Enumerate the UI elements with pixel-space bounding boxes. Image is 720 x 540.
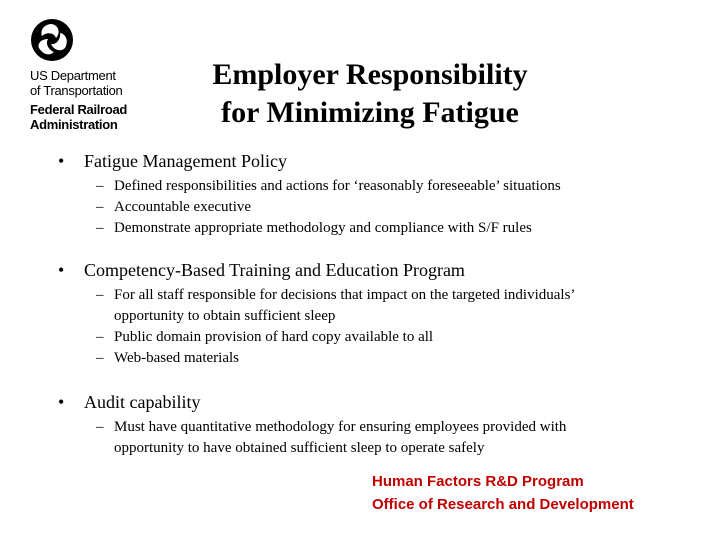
list-item — [96, 417, 636, 459]
section-fatigue-policy — [58, 150, 698, 239]
slide-title — [160, 56, 580, 132]
list-item — [96, 285, 616, 327]
dash-icon: – — [96, 350, 104, 366]
list-item-text: Defined responsibilities and actions for ‘reasonably foreseeable’ situations — [114, 178, 561, 194]
section-heading: Fatigue Management Policy — [84, 151, 287, 171]
bullet-icon: • — [58, 392, 65, 412]
dash-icon: – — [96, 329, 104, 345]
bullet-icon: • — [58, 151, 65, 171]
list-item — [96, 348, 616, 369]
dash-icon: – — [96, 220, 104, 236]
logo-agency-line1: Federal Railroad — [30, 102, 128, 117]
dot-fra-logo — [30, 18, 160, 132]
slide-content — [58, 150, 698, 459]
bullet-heading — [58, 150, 698, 172]
list-item-text: Accountable executive — [114, 199, 252, 215]
list-item-text: Web-based materials — [114, 350, 239, 366]
list-item-text: Public domain provision of hard copy available to all — [114, 329, 434, 345]
list-item — [96, 327, 616, 348]
title-line1: Employer Responsibility — [212, 58, 528, 91]
program-footer — [372, 470, 634, 516]
logo-dept-line1: US Department — [30, 68, 116, 83]
logo-dept-line2: of Transportation — [30, 83, 123, 98]
title-line2: for Minimizing Fatigue — [221, 96, 519, 129]
section-audit-capability — [58, 391, 698, 459]
bullet-heading — [58, 391, 698, 413]
dot-triskelion-icon — [30, 18, 74, 62]
bullet-icon: • — [58, 260, 65, 280]
list-item-text: For all staff responsible for decisions that impact on the targeted individuals’ opportunity to obtain sufficient sleep — [114, 287, 575, 324]
dash-icon: – — [96, 199, 104, 215]
section-heading: Audit capability — [84, 392, 201, 412]
dash-icon: – — [96, 419, 104, 435]
sub-list — [96, 285, 616, 369]
sub-list — [96, 176, 698, 239]
logo-agency-line2: Administration — [30, 117, 118, 132]
footer-line1: Human Factors R&D Program — [372, 473, 584, 490]
section-heading: Competency-Based Training and Education Program — [84, 260, 465, 280]
list-item-text: Must have quantitative methodology for ensuring employees provided with opportunity to have obtained sufficient sleep to operate safely — [114, 419, 567, 456]
list-item — [96, 176, 698, 197]
section-training-program — [58, 259, 698, 369]
bullet-heading — [58, 259, 698, 281]
dash-icon: – — [96, 178, 104, 194]
list-item-text: Demonstrate appropriate methodology and compliance with S/F rules — [114, 220, 532, 236]
list-item — [96, 218, 698, 239]
footer-line2: Office of Research and Development — [372, 496, 634, 513]
sub-list — [96, 417, 636, 459]
list-item — [96, 197, 698, 218]
dash-icon: – — [96, 287, 104, 303]
